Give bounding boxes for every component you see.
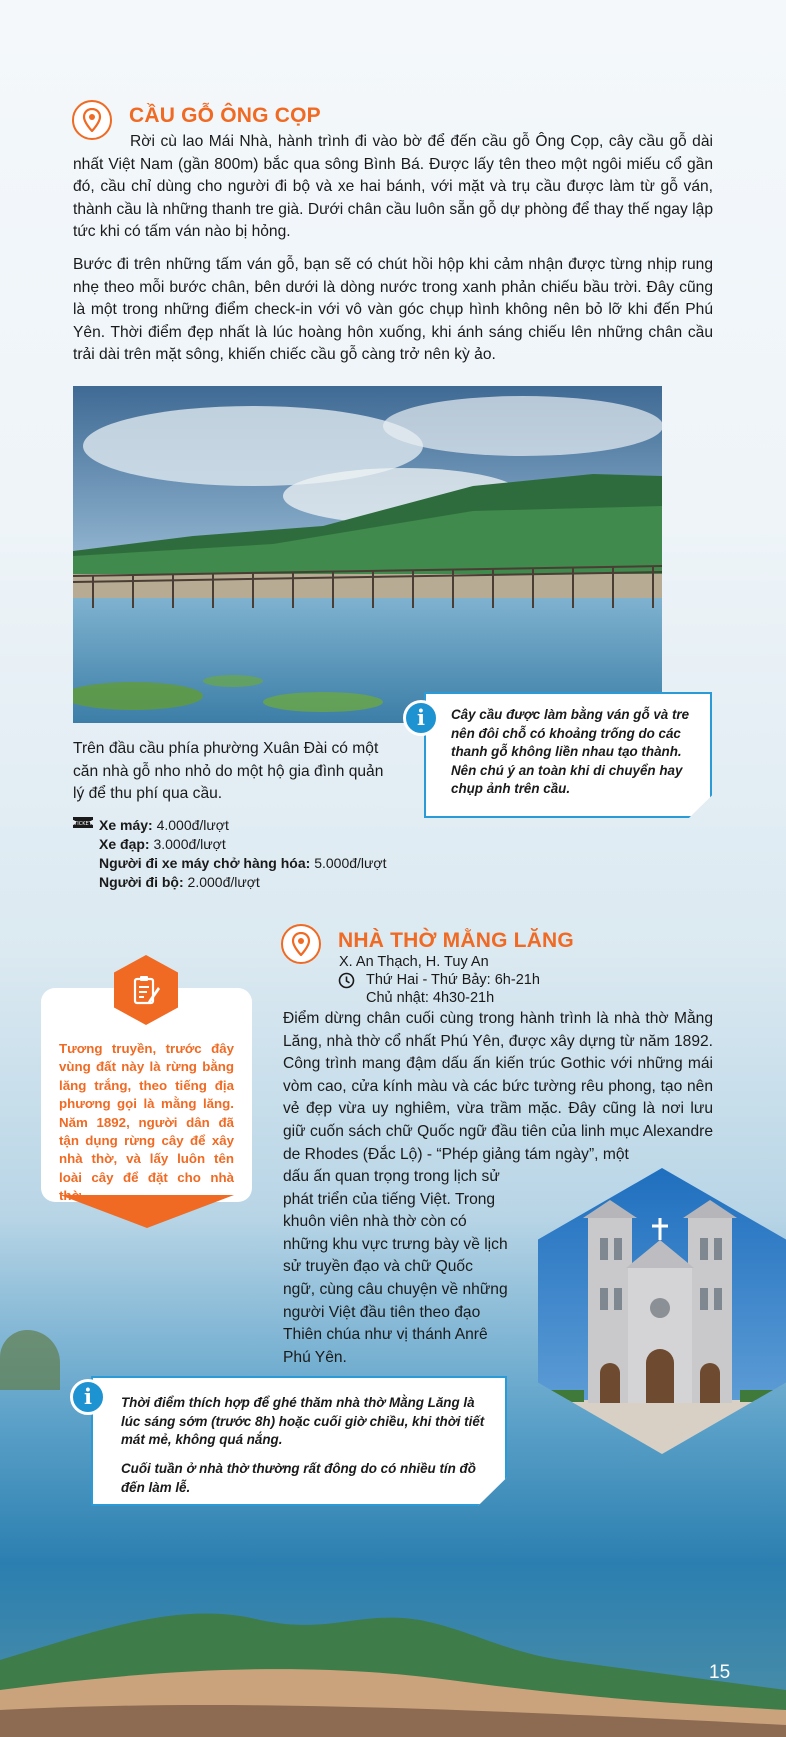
fee-label: Xe máy: bbox=[99, 817, 153, 833]
legend-text: Tương truyền, trước đây vùng đất này là rừng bằng lăng trắng, theo tiếng địa phương gọi là mằng lăng. Năm 1892, người dân đã tận dụng rừng cây để xây nhà thờ, và lấy luôn tên loài cây để đặt cho nhà thờ. bbox=[59, 1041, 234, 1204]
safety-note-text: Cây cầu được làm bằng ván gỗ và tre nên đôi chỗ có khoảng trống do các thanh gỗ không liền nhau tạo thành. Nên chú ý an toàn khi di chuyển hay chụp ảnh trên cầu. bbox=[451, 707, 690, 796]
info-icon: i bbox=[403, 700, 439, 736]
fee-value: 3.000đ/lượt bbox=[153, 836, 226, 852]
ticket-icon bbox=[72, 816, 94, 829]
fee-item bbox=[99, 854, 386, 873]
church-address: X. An Thạch, H. Tuy An bbox=[339, 954, 489, 970]
fee-value: 2.000đ/lượt bbox=[187, 874, 260, 890]
fee-list bbox=[99, 816, 386, 892]
section-title-cau-go: CẦU GỖ ÔNG CỌP bbox=[129, 104, 321, 127]
visit-time-note-text-1: Thời điểm thích hợp để ghé thăm nhà thờ Mằng Lăng là lúc sáng sớm (trước 8h) hoặc cuối giờ chiều, khi thời tiết mát mẻ, không quá nắng. bbox=[121, 1395, 485, 1447]
page-number: 15 bbox=[709, 1662, 731, 1683]
opening-hours-sunday: Chủ nhật: 4h30-21h bbox=[366, 990, 495, 1006]
fee-label: Người đi bộ: bbox=[99, 874, 184, 890]
cau-go-paragraph-2: Bước đi trên những tấm ván gỗ, bạn sẽ có chút hồi hộp khi cảm nhận được từng nhịp rung nhẹ theo mỗi bước chân, bên dưới là dòng nước trong xanh phản chiếu bầu trời. Đây cũng là một trong những điểm check-in với vô vàn góc chụp hình không nên bỏ lỡ khi đến Phú Yên. Thời điểm đẹp nhất là lúc hoàng hôn xuống, khi ánh sáng chiếu lên những chân cầu trải dài trên mặt sông, khiến chiếc cầu gỗ càng trở nên kỳ ảo. bbox=[73, 256, 713, 364]
coast-photo-decoration bbox=[0, 1540, 786, 1737]
fee-item bbox=[99, 835, 386, 854]
bridge-photo bbox=[73, 386, 662, 723]
clock-icon bbox=[338, 972, 355, 989]
fee-value: 4.000đ/lượt bbox=[156, 817, 229, 833]
fee-value: 5.000đ/lượt bbox=[314, 855, 387, 871]
fee-label: Xe đạp: bbox=[99, 836, 150, 852]
ticket-icon-label: TICKET bbox=[74, 821, 92, 827]
opening-hours-weekday: Thứ Hai - Thứ Bảy: 6h-21h bbox=[366, 972, 540, 988]
fee-label: Người đi xe máy chở hàng hóa: bbox=[99, 855, 311, 871]
info-icon: i bbox=[70, 1379, 106, 1415]
location-pin-icon bbox=[281, 924, 321, 964]
cau-go-paragraph-1: Rời cù lao Mái Nhà, hành trình đi vào bờ để đến cầu gỗ Ông Cọp, cây cầu gỗ dài nhất Việt Nam (gần 800m) bắc qua sông Bình Bá. Được lấy tên theo một ngôi miếu cổ gần đó, cầu chỉ dùng cho người đi bộ và xe hai bánh, với mặt và trụ cầu được làm từ gỗ ván, thành cầu là những thanh tre già. Dưới chân cầu luôn sẵn gỗ dự phòng để thay thế ngay lập tức khi có tấm ván nào bị hỏng. bbox=[73, 133, 713, 241]
fee-item bbox=[99, 816, 386, 835]
church-paragraph-continued: dấu ấn quan trọng trong lịch sử phát triển của tiếng Việt. Trong khuôn viên nhà thờ còn có những khu vực trưng bày về lịch sử truyền đạo và chữ Quốc ngữ, cùng câu chuyện về những người Việt đầu tiên theo đạo Thiên chúa như vị thánh Anrê Phú Yên. bbox=[283, 1168, 508, 1366]
church-paragraph: Điểm dừng chân cuối cùng trong hành trình là nhà thờ Mằng Lăng, nhà thờ cổ nhất Phú Yên, được xây dựng từ năm 1892. Công trình mang đậm dấu ấn kiến trúc Gothic với những mái vòm cao, cửa kính màu và các bức tường rêu phong, tạo nên vẻ đẹp vừa uy nghiêm, vừa trầm mặc. Đây cũng là nơi lưu giữ cuốn sách chữ Quốc ngữ đầu tiên của linh mục Alexandre de Rhodes (Đắc Lộ) - “Phép giảng tám ngày”, một bbox=[283, 1010, 713, 1163]
section-title-nha-tho: NHÀ THỜ MẰNG LĂNG bbox=[338, 929, 574, 952]
fee-intro: Trên đầu cầu phía phường Xuân Đài có một căn nhà gỗ nho nhỏ do một hộ gia đình quản lý để thu phí qua cầu. bbox=[73, 740, 384, 803]
fee-item bbox=[99, 873, 386, 892]
visit-time-note-text-2: Cuối tuần ở nhà thờ thường rất đông do có nhiều tín đồ đến làm lễ. bbox=[121, 1461, 476, 1495]
